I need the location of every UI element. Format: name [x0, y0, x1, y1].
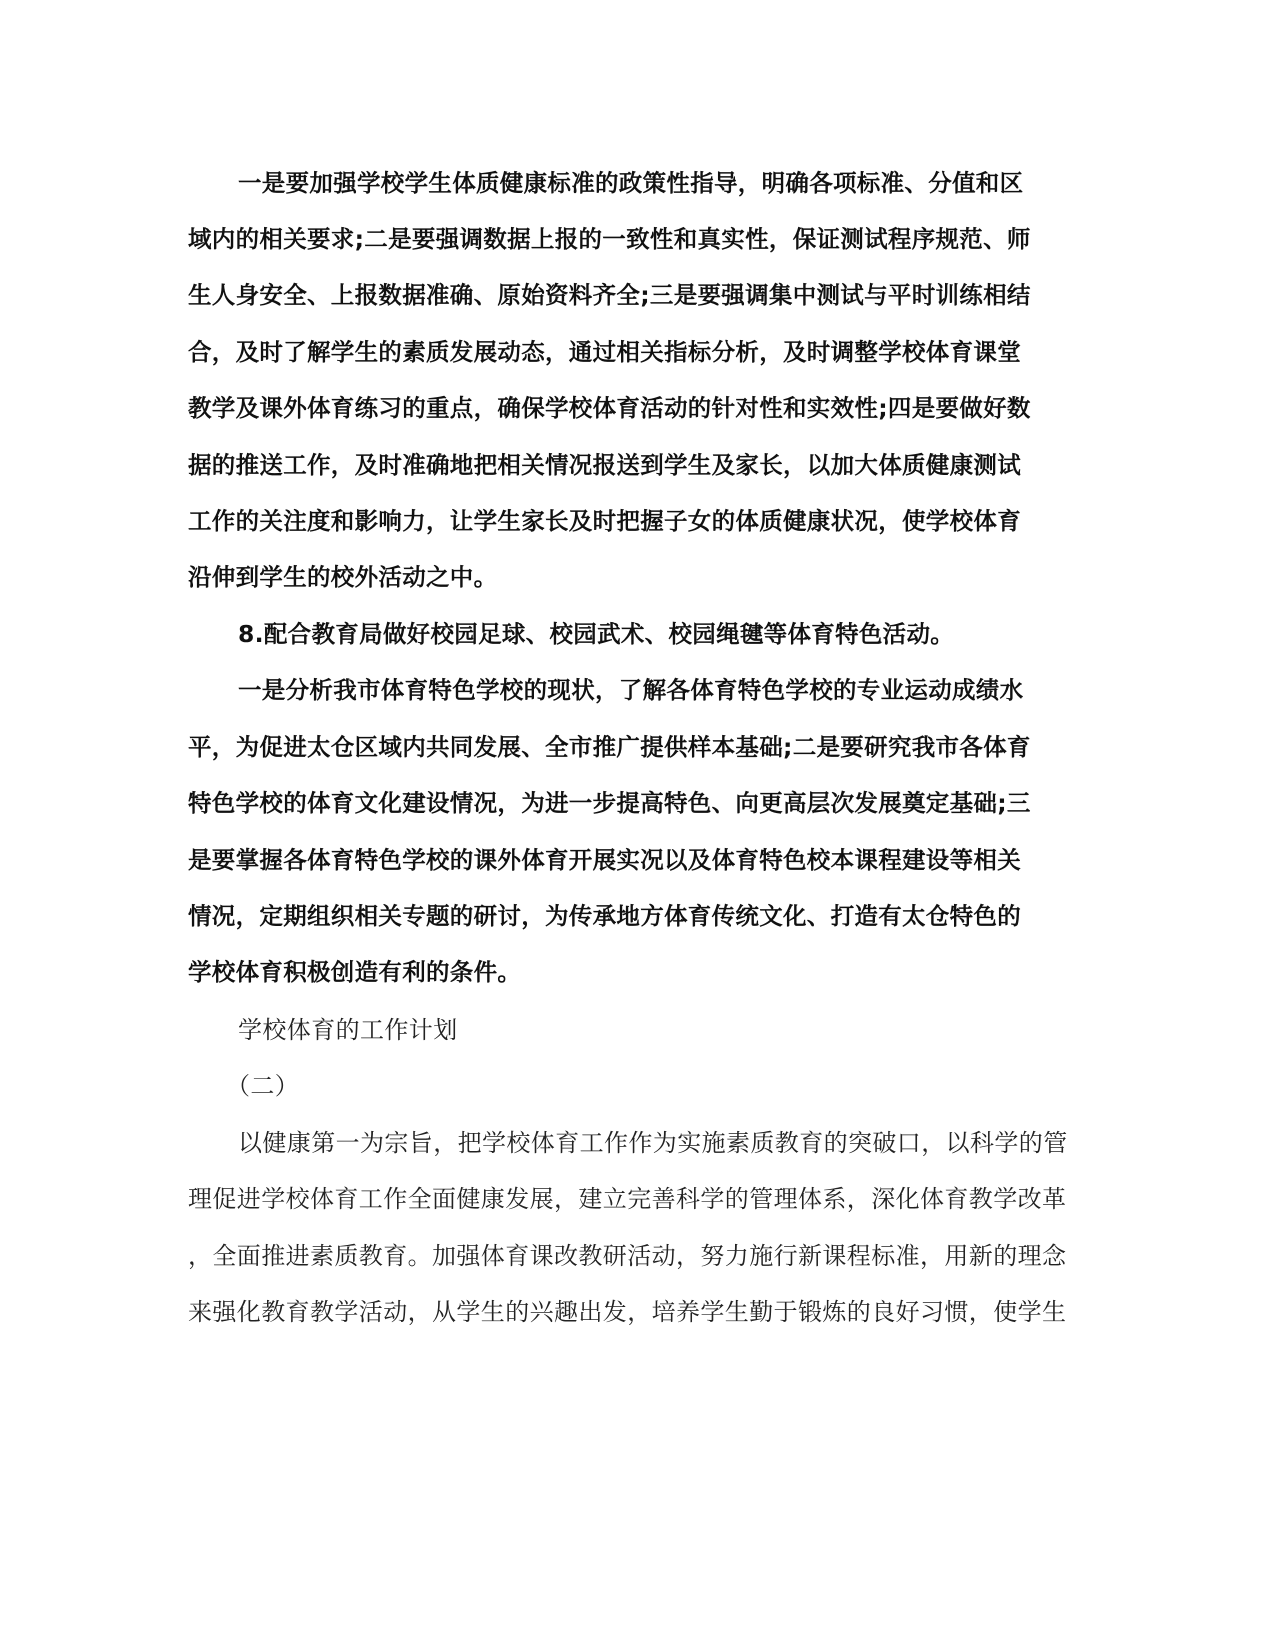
section-number: （二）	[226, 1072, 300, 1100]
paragraph-2-line-5: 情况，定期组织相关专题的研讨，为传承地方体育传统文化、打造有太仓特色的	[188, 902, 1021, 930]
paragraph-2-line-3: 特色学校的体育文化建设情况，为进一步提高特色、向更高层次发展奠定基础;三	[188, 789, 1031, 817]
paragraph-1-line-4: 合，及时了解学生的素质发展动态，通过相关指标分析，及时调整学校体育课堂	[188, 338, 1021, 366]
paragraph-3-line-2: 理促进学校体育工作全面健康发展，建立完善科学的管理体系，深化体育教学改革	[188, 1185, 1067, 1213]
paragraph-1-line-1: 一是要加强学校学生体质健康标准的政策性指导，明确各项标准、分值和区	[238, 169, 1024, 197]
paragraph-1-line-6: 据的推送工作，及时准确地把相关情况报送到学生及家长，以加大体质健康测试	[188, 451, 1021, 479]
paragraph-1-line-2: 域内的相关要求;二是要强调数据上报的一致性和真实性，保证测试程序规范、师	[188, 225, 1031, 253]
paragraph-1-line-8: 沿伸到学生的校外活动之中。	[188, 563, 498, 591]
paragraph-2-line-6: 学校体育积极创造有利的条件。	[188, 958, 522, 986]
paragraph-2-line-4: 是要掌握各体育特色学校的课外体育开展实况以及体育特色校本课程建设等相关	[188, 846, 1021, 874]
paragraph-1-line-5: 教学及课外体育练习的重点，确保学校体育活动的针对性和实效性;四是要做好数	[188, 394, 1031, 422]
paragraph-1-line-7: 工作的关注度和影响力，让学生家长及时把握子女的体质健康状况，使学校体育	[188, 507, 1021, 535]
paragraph-1-line-3: 生人身安全、上报数据准确、原始资料齐全;三是要强调集中测试与平时训练相结	[188, 281, 1031, 309]
section-title: 学校体育的工作计划	[238, 1016, 458, 1044]
paragraph-3-line-3: ，全面推进素质教育。加强体育课改教研活动，努力施行新课程标准，用新的理念	[188, 1242, 1067, 1270]
paragraph-2-line-2: 平，为促进太仓区域内共同发展、全市推广提供样本基础;二是要研究我市各体育	[188, 733, 1031, 761]
paragraph-3-line-1: 以健康第一为宗旨，把学校体育工作作为实施素质教育的突破口，以科学的管	[238, 1129, 1068, 1157]
paragraph-2-line-1: 一是分析我市体育特色学校的现状，了解各体育特色学校的专业运动成绩水	[238, 676, 1024, 704]
paragraph-3-line-4: 来强化教育教学活动，从学生的兴趣出发，培养学生勤于锻炼的良好习惯，使学生	[188, 1298, 1067, 1326]
item-8-heading: 8.配合教育局做好校园足球、校园武术、校园绳毽等体育特色活动。	[238, 620, 955, 648]
